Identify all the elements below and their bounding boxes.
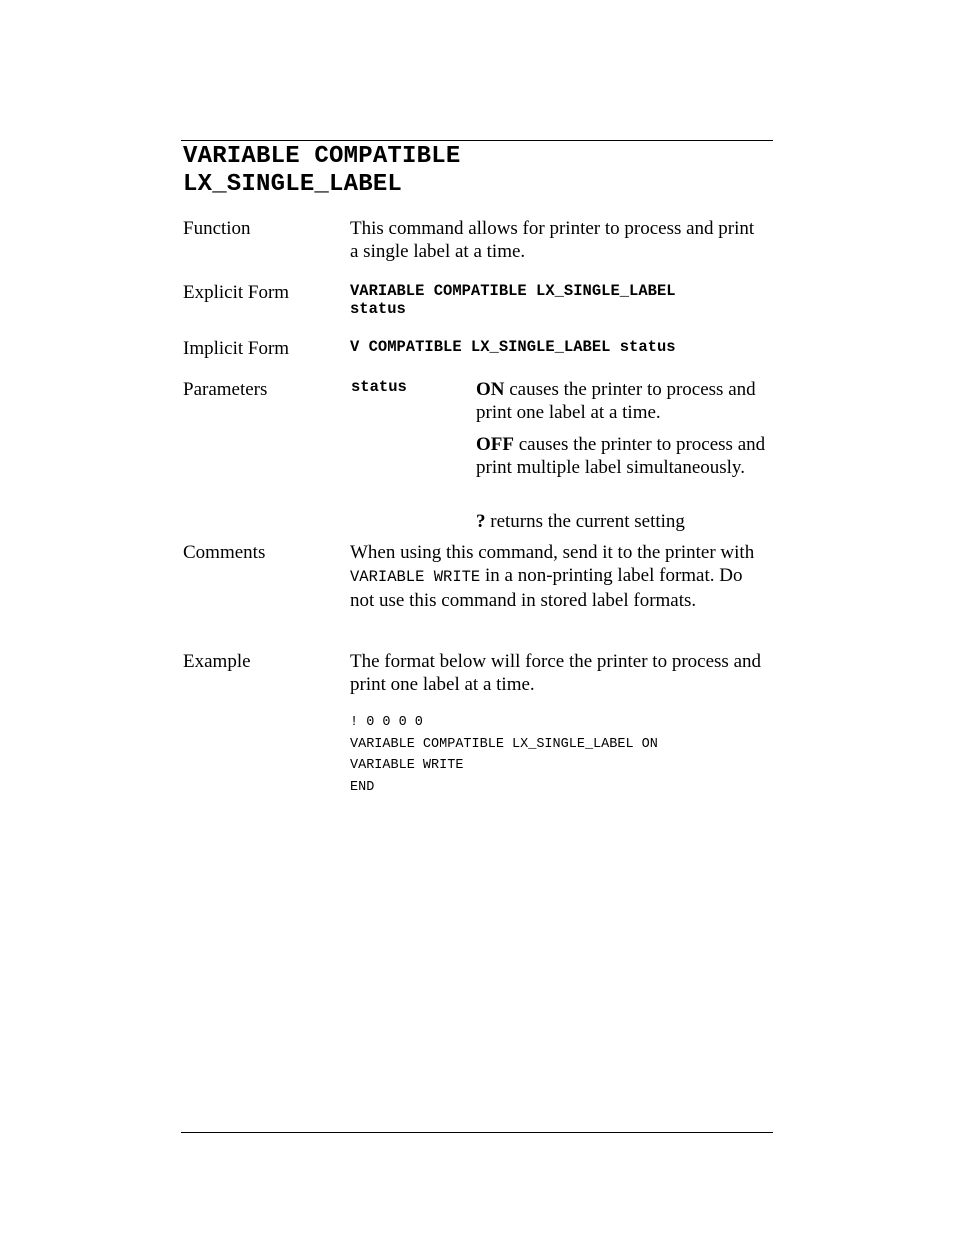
code-line: ! 0 0 0 0 [350,715,423,730]
title-line-1: VARIABLE COMPATIBLE [183,143,461,170]
title-line-2: LX_SINGLE_LABEL [183,171,403,198]
implicit-form-syntax: V COMPATIBLE LX_SINGLE_LABEL status [350,338,676,356]
explicit-form-syntax [350,282,765,318]
param-option-off-text: causes the printer to process and print multiple label simultaneously. [476,434,766,478]
parameter-name: status [351,378,407,396]
param-option-off [476,433,766,479]
comments-label: Comments [183,542,266,563]
comments-text-part-2: in a non-printing label format. Do not use this command in stored label formats. [350,565,743,611]
param-option-on-text: causes the printer to process and print one label at a time. [476,379,756,423]
param-option-query-key: ? [476,511,486,532]
code-line: VARIABLE WRITE [350,758,464,774]
comments-text [350,541,760,612]
top-rule [181,140,773,141]
function-label: Function [183,218,251,239]
example-label: Example [183,651,251,672]
example-text: The format below will force the printer to process and print one label at a time. [350,651,761,695]
example-code-block [350,712,658,799]
page-title [183,143,460,199]
bottom-rule [181,1132,773,1133]
function-text: This command allows for printer to process and print a single label at a time. [350,218,755,262]
param-option-query-text: returns the current setting [485,511,685,532]
param-option-on [476,378,766,424]
parameters-label: Parameters [183,379,268,400]
explicit-form-line-1: VARIABLE COMPATIBLE LX_SINGLE_LABEL [350,282,676,300]
param-option-on-key: ON [476,379,505,400]
implicit-form-label: Implicit Form [183,338,290,359]
param-option-off-key: OFF [476,434,514,455]
explicit-form-label: Explicit Form [183,282,290,303]
code-line: VARIABLE COMPATIBLE LX_SINGLE_LABEL ON [350,736,658,752]
code-line: END [350,780,375,796]
comments-text-part-1: When using this command, send it to the printer with [350,542,755,563]
param-option-query [476,510,766,533]
comments-code: VARIABLE WRITE [350,568,481,586]
explicit-form-line-2: status [350,300,406,318]
